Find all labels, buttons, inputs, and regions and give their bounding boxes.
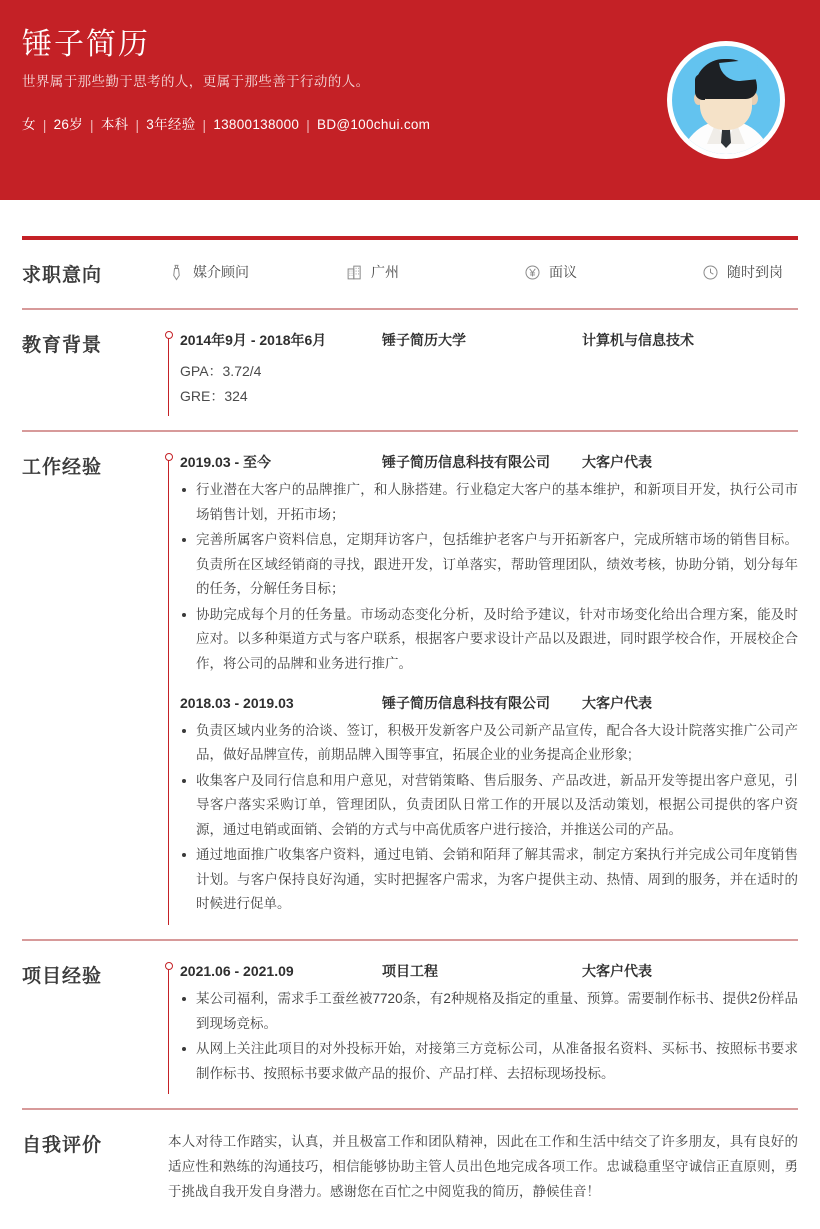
meta-value: 26岁 xyxy=(53,117,84,133)
list-item: 某公司福利，需求手工蚕丝被7720条，有2种规格及指定的重量、预算。需要制作标书、提供2份样品到现场竞标。 xyxy=(180,987,798,1036)
section-title-project: 项目经验 xyxy=(22,966,103,987)
section-title-objective: 求职意向 xyxy=(22,265,103,286)
objective-location-text: 广州 xyxy=(371,264,399,280)
education-school: 锤子简历大学 xyxy=(382,332,466,348)
self-evaluation-text: 本人对待工作踏实，认真，并且极富工作和团队精神，因此在工作和生活中结交了许多朋友，具有良好的适应性和熟练的沟通技巧，相信能够协助主管人员出色地完成各项工作。忠诚稳重坚守诚信正直原则，勇于挑战自我开发自身潜力。感谢您在百忙之中阅览我的简历，静候佳音！ xyxy=(168,1134,798,1200)
header-text-block xyxy=(22,26,582,133)
list-item: 完善所属客户资料信息，定期拜访客户，包括维护老客户与开拓新客户，完成所辖市场的销售目标。负责所在区域经销商的寻找，跟进开发，订单落实，帮助管理团队，绩效考核，协助分销，划分每年的任务，分解任务目标； xyxy=(180,528,798,602)
timeline-dot xyxy=(165,453,173,461)
meta-separator: | xyxy=(135,118,140,134)
list-item: 通过地面推广收集客户资料，通过电销、会销和陌拜了解其需求，制定方案执行并完成公司年度销售计划。与客户保持良好沟通，实时把握客户需求，为客户提供主动、热情、周到的服务，并在适时的时候进行促单。 xyxy=(180,843,798,917)
work-bullets xyxy=(180,478,798,677)
timeline-line-work xyxy=(168,458,169,925)
resume-body xyxy=(0,236,820,1229)
list-item: 收集客户及同行信息和用户意见，对营销策略、售后服务、产品改进，新品开发等提出客户意见，引导客户落实采购订单，管理团队，负责团队日常工作的开展以及活动策划，根据公司提供的客户资源，通过电销或面销、会销的方式与中高优质客户进行接洽，并推送公司的产品。 xyxy=(180,769,798,843)
avatar-hair-sideburn xyxy=(695,74,705,100)
objective-body xyxy=(168,240,820,308)
self-evaluation-body xyxy=(168,1110,798,1229)
meta-separator: | xyxy=(90,118,94,134)
work-role: 大客户代表 xyxy=(582,454,652,470)
objective-item-salary xyxy=(524,262,702,282)
work-body xyxy=(168,432,798,939)
work-role: 大客户代表 xyxy=(582,694,652,711)
project-entry-header xyxy=(180,961,798,982)
project-name: 项目工程 xyxy=(382,963,438,979)
avatar xyxy=(667,41,785,159)
objective-item-position xyxy=(168,262,346,282)
project-role: 大客户代表 xyxy=(582,963,652,979)
avatar-illustration xyxy=(672,46,780,154)
list-item: 行业潜在大客户的品牌推广，和人脉搭建。行业稳定大客户的基本维护，和新项目开发，执行公司市场销售计划，开拓市场； xyxy=(180,478,798,527)
work-entry-header xyxy=(180,452,798,473)
education-body xyxy=(168,310,798,430)
work-date: 2019.03 - 至今 xyxy=(180,454,272,470)
work-entry xyxy=(168,693,798,918)
work-entry xyxy=(168,452,798,677)
timeline-line-education xyxy=(168,336,169,416)
timeline-dot xyxy=(165,962,173,970)
education-entry xyxy=(168,330,798,408)
timeline-dot xyxy=(165,331,173,339)
header-meta-line xyxy=(22,113,582,133)
education-major: 计算机与信息技术 xyxy=(582,332,694,348)
meta-value: 3年经验 xyxy=(146,117,196,133)
objective-item-location xyxy=(346,262,524,282)
project-bullets xyxy=(180,987,798,1086)
zigzag-divider xyxy=(0,188,820,200)
section-title-education: 教育背景 xyxy=(22,335,103,356)
project-date: 2021.06 - 2021.09 xyxy=(180,963,294,979)
tie-icon xyxy=(168,264,185,281)
objective-position-text: 媒介顾问 xyxy=(193,264,249,280)
resume-header xyxy=(0,0,820,200)
section-objective xyxy=(22,240,798,308)
objective-item-availability xyxy=(702,262,820,282)
page-title: 锤子简历 xyxy=(22,28,150,61)
section-title-work: 工作经验 xyxy=(22,457,103,478)
objective-items-row xyxy=(168,240,820,308)
clock-icon xyxy=(702,264,719,281)
meta-value: BD@100chui.com xyxy=(317,117,431,133)
yen-icon xyxy=(524,264,541,281)
project-entry xyxy=(168,961,798,1086)
meta-separator: | xyxy=(306,118,311,134)
education-gre: GRE：324 xyxy=(180,387,248,404)
work-date: 2018.03 - 2019.03 xyxy=(180,694,294,711)
work-company: 锤子简历信息科技有限公司 xyxy=(382,694,550,711)
meta-separator: | xyxy=(42,118,47,134)
meta-value: 女 xyxy=(22,117,36,133)
section-education xyxy=(22,310,798,430)
education-gpa: GPA：3.72/4 xyxy=(180,363,262,379)
project-body xyxy=(168,941,798,1108)
work-company: 锤子简历信息科技有限公司 xyxy=(382,454,550,470)
education-entry-header xyxy=(180,330,798,351)
work-bullets xyxy=(180,719,798,918)
meta-value: 13800138000 xyxy=(213,117,300,133)
objective-salary-text: 面议 xyxy=(549,264,577,280)
section-self-evaluation xyxy=(22,1110,798,1229)
work-entry-header xyxy=(180,693,798,714)
timeline-line-project xyxy=(168,967,169,1094)
meta-separator: | xyxy=(202,118,207,134)
education-date: 2014年9月 - 2018年6月 xyxy=(180,332,327,348)
header-motto: 世界属于那些勤于思考的人，更属于那些善于行动的人。 xyxy=(22,73,370,89)
list-item: 从网上关注此项目的对外投标开始，对接第三方竞标公司，从准备报名资料、买标书、按照标书要求制作标书、按照标书要求做产品的报价、产品打样、去招标现场投标。 xyxy=(180,1037,798,1086)
section-work xyxy=(22,432,798,939)
list-item: 协助完成每个月的任务量。市场动态变化分析，及时给予建议，针对市场变化给出合理方案，能及时应对。以多种渠道方式与客户联系，根据客户要求设计产品以及跟进，同时跟学校合作，开展校企合作，将公司的品牌和业务进行推广。 xyxy=(180,603,798,677)
building-icon xyxy=(346,264,363,281)
section-project xyxy=(22,941,798,1108)
objective-availability-text: 随时到岗 xyxy=(727,264,783,280)
list-item: 负责区域内业务的洽谈、签订，积极开发新客户及公司新产品宣传，配合各大设计院落实推广公司产品，做好品牌宣传，前期品牌入围等事宜，拓展企业的业务提高企业形象; xyxy=(180,719,798,768)
section-title-self-evaluation: 自我评价 xyxy=(22,1135,103,1157)
meta-value: 本科 xyxy=(100,117,129,133)
